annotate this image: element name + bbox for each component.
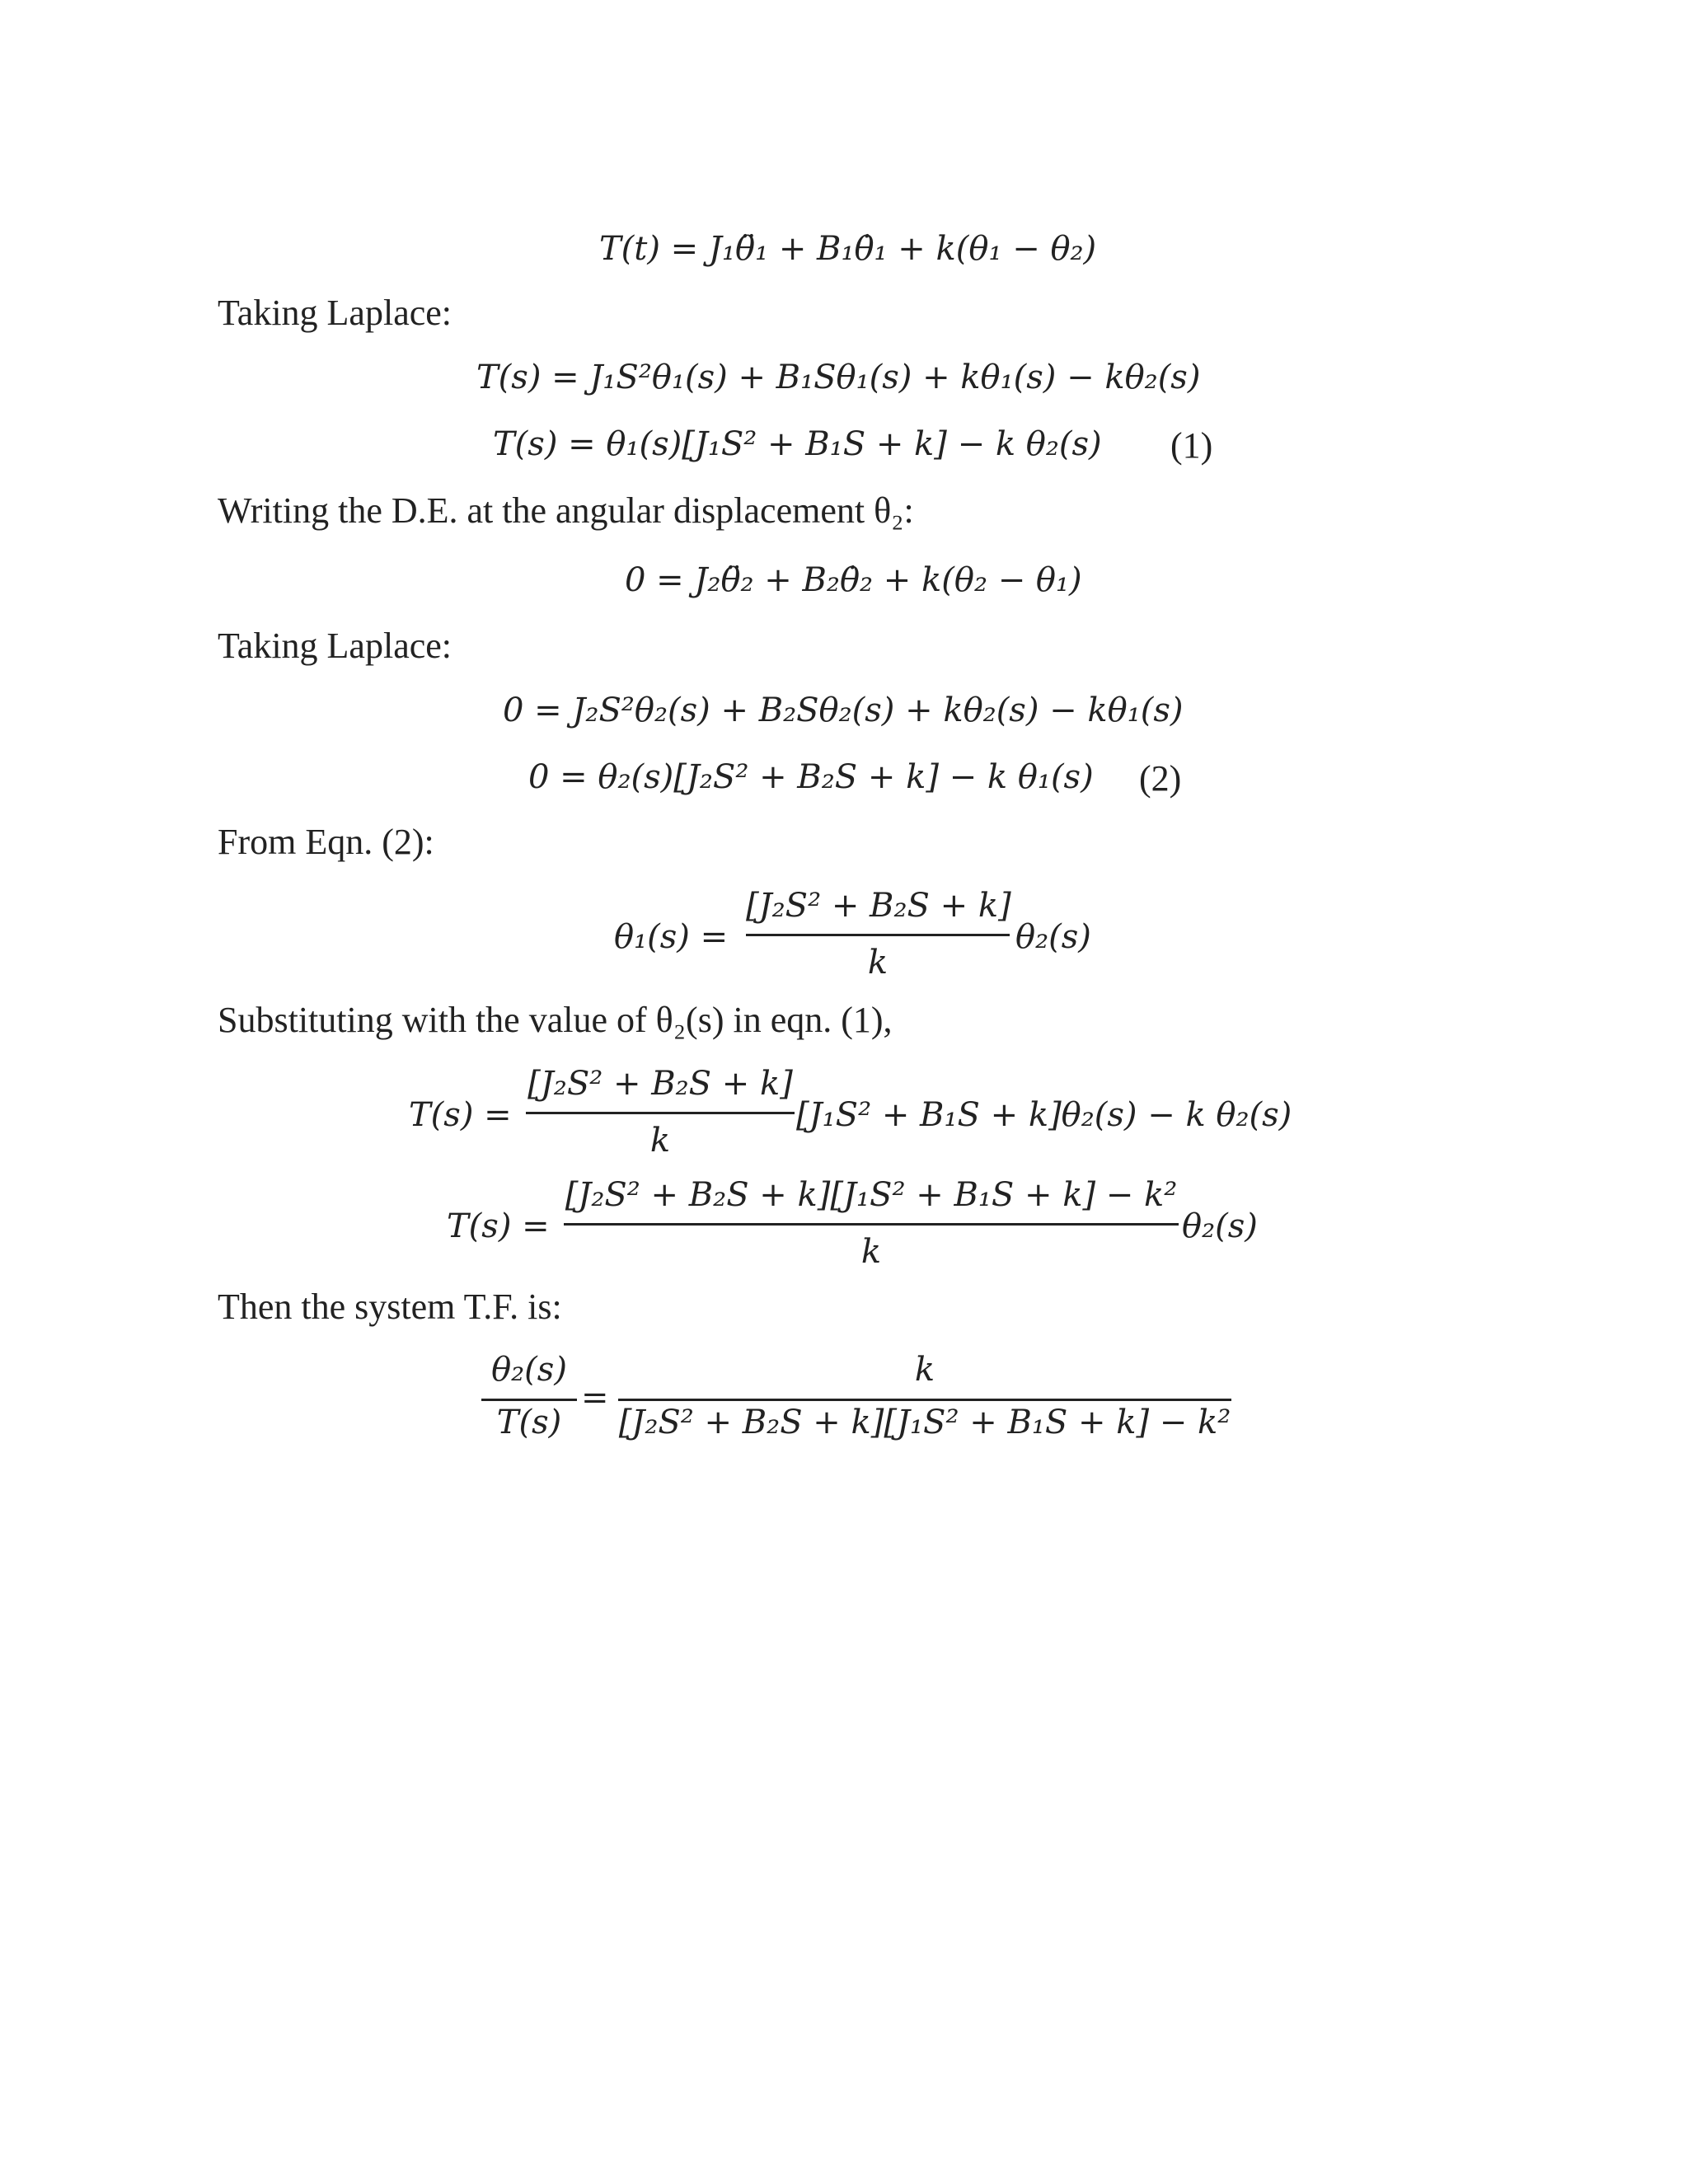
- label-de-theta2: Writing the D.E. at the angular displacement θ₂:: [218, 490, 914, 531]
- sub1-rhs: [J₁S² + B₁S + k]θ₂(s) − k θ₂(s): [796, 1096, 1292, 1134]
- sub1-fraction-bar: [526, 1112, 795, 1114]
- equation-number-2: (2): [1139, 758, 1182, 799]
- label-taking-laplace-2: Taking Laplace:: [218, 626, 452, 666]
- theta1-denominator: k: [867, 944, 889, 982]
- equation-number-1: (1): [1170, 425, 1213, 466]
- tf-denominator: [J₂S² + B₂S + k][J₁S² + B₁S + k] − k²: [618, 1404, 1231, 1441]
- sub1-lhs: T(s) =: [409, 1096, 512, 1134]
- equation-laplace-2b: 0 = θ₂(s)[J₂S² + B₂S + k] − k θ₁(s): [528, 758, 1094, 796]
- label-from-eqn-2: From Eqn. (2):: [218, 822, 434, 862]
- label-taking-laplace-1: Taking Laplace:: [218, 293, 452, 333]
- tf-lhs-fraction-bar: [481, 1399, 577, 1401]
- equation-laplace-1b: T(s) = θ₁(s)[J₁S² + B₁S + k] − k θ₂(s): [493, 425, 1102, 463]
- sub1-denominator: k: [649, 1122, 671, 1160]
- tf-fraction-bar: [618, 1399, 1231, 1401]
- tf-lhs-denominator: T(s): [496, 1404, 562, 1441]
- sub2-fraction-bar: [564, 1223, 1179, 1226]
- equation-laplace-2a: 0 = J₂S²θ₂(s) + B₂Sθ₂(s) + kθ₂(s) − kθ₁(s): [503, 691, 1184, 729]
- sub2-rhs: θ₂(s): [1182, 1207, 1258, 1245]
- label-substituting: Substituting with the value of θ₂(s) in eqn. (1),: [218, 1000, 893, 1040]
- sub2-lhs: T(s) =: [447, 1207, 550, 1245]
- tf-lhs-numerator: θ₂(s): [491, 1351, 567, 1389]
- equation-de-theta2: 0 = J₂θ̈₂ + B₂θ̇₂ + k(θ₂ − θ₁): [625, 561, 1082, 599]
- tf-numerator: k: [914, 1351, 935, 1389]
- sub2-numerator: [J₂S² + B₂S + k][J₁S² + B₁S + k] − k²: [565, 1176, 1178, 1214]
- sub1-numerator: [J₂S² + B₂S + k]: [528, 1065, 793, 1103]
- sub2-denominator: k: [860, 1233, 882, 1271]
- theta1-rhs: θ₂(s): [1015, 918, 1091, 956]
- label-transfer-function: Then the system T.F. is:: [218, 1286, 562, 1327]
- theta1-numerator: [J₂S² + B₂S + k]: [746, 887, 1011, 925]
- equation-torque-time: T(t) = J₁θ̈₁ + B₁θ̇₁ + k(θ₁ − θ₂): [599, 230, 1097, 268]
- theta1-fraction-bar: [746, 934, 1010, 936]
- tf-equals: =: [581, 1379, 609, 1417]
- equation-laplace-1a: T(s) = J₁S²θ₁(s) + B₁Sθ₁(s) + kθ₁(s) − kθ₂(s): [476, 359, 1201, 396]
- theta1-lhs: θ₁(s) =: [614, 918, 729, 956]
